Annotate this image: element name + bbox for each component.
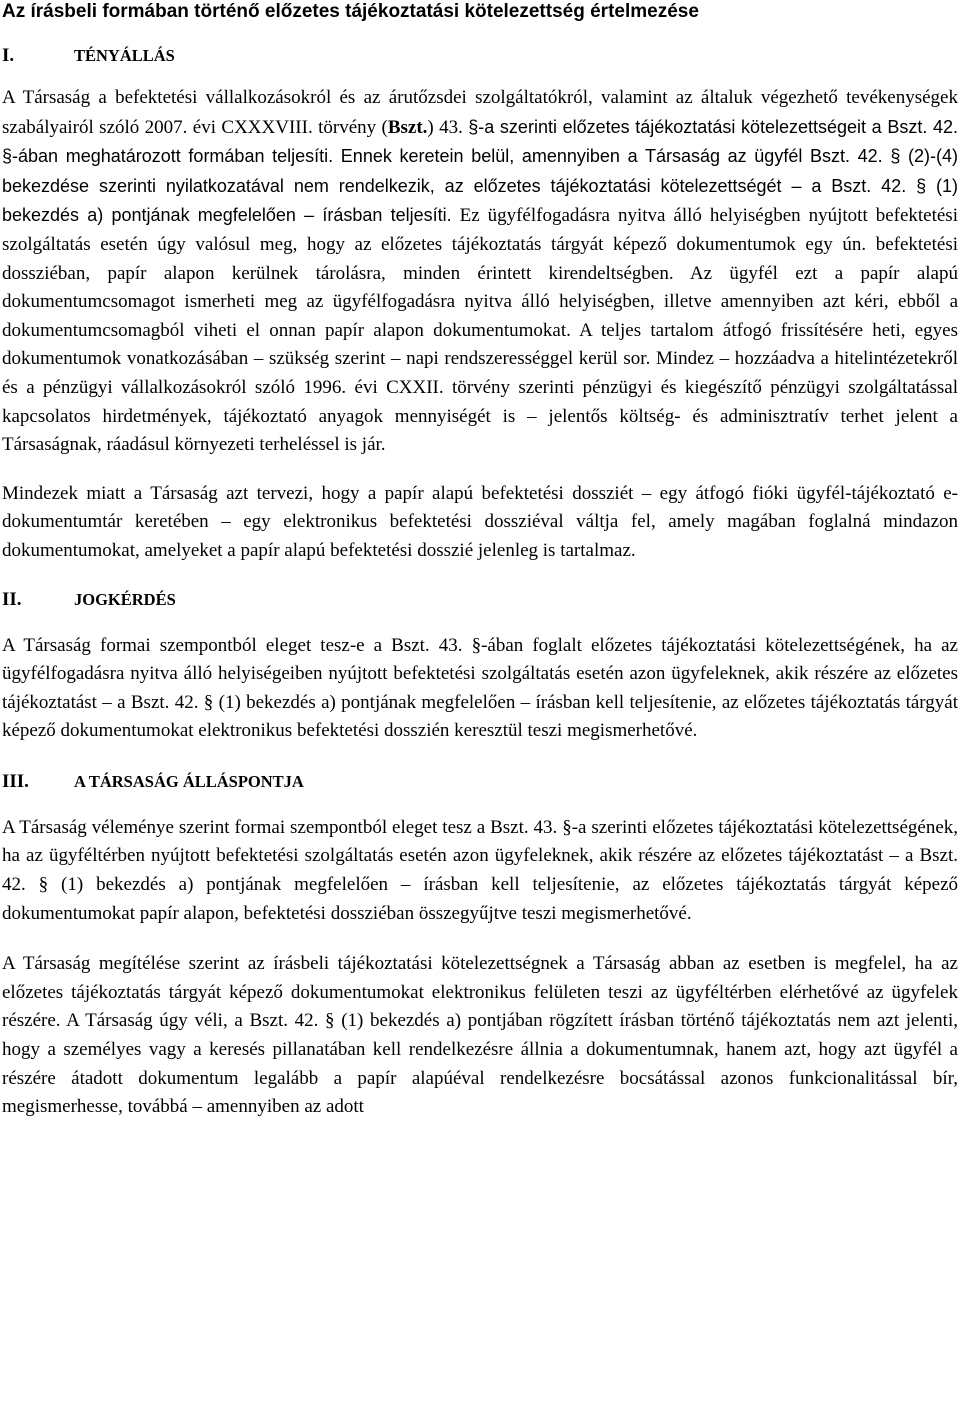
spacer <box>2 68 958 84</box>
section-heading-2 <box>2 588 958 612</box>
spacer <box>2 794 958 814</box>
spacer <box>2 612 958 632</box>
section-heading-1 <box>2 44 958 68</box>
section-heading-3 <box>2 770 958 794</box>
section-1-paragraph-2: Mindezek miatt a Társaság azt tervezi, hogy a papír alapú befektetési dossziét – egy átfogó fióki ügyfél-tájékoztató e-dokumentumtár keretében – egy elektronikus befektetési dossziéval váltja fel, amely magában foglalná mindazon dokumentumokat, amelyeket a papír alapú befektetési dosszié jelenleg is tartalmaz. <box>2 482 958 561</box>
document-title: Az írásbeli formában történő előzetes tájékoztatási kötelezettség értelmezése <box>2 1 699 22</box>
section-number: III. <box>2 770 29 792</box>
section-3-paragraph-1: A Társaság véleménye szerint formai szempontból eleget tesz a Bszt. 43. §-a szerinti előzetes tájékoztatási kötelezettségének, ha az ügyféltérben nyújtott befektetési szolgáltatás esetén azon ügyfeleknek, akik részére az előzetes tájékoztatást – a Bszt. 42. § (1) bekezdés a) pontjának megfelelően – írásban kell teljesítenie, az előzetes tájékoztatás tárgyát képező dokumentumokat papír alapon, befektetési dossziéban összegyűjtve teszi megismerhetővé. <box>2 816 958 924</box>
paragraph-text-sans: §-a szerinti előzetes tájékoztatási kötelezettségeit a Bszt. 42. §-ában meghatározott formában teljesíti. Ennek keretein belül, amennyiben a Társaság az ügyfél Bszt. 42. § (2)-(4) bekezdése szerinti nyilatkozatával nem rendelkezik, az előzetes tájékoztatási kötelezettségét – a Bszt. 42. § (1) bekezdés a) pontjának megfelelően – írásban teljesíti. <box>2 116 958 226</box>
section-number: I. <box>2 45 15 66</box>
paragraph-text: A Társaság a befektetési vállalkozásokról és az árutőzsdei szolgáltatókról, valamint az általuk végezhető tevékenységek szabályairól szóló 2007. évi CXXXVIII. törvény ( <box>2 87 958 138</box>
bszt-abbreviation: Bszt. <box>387 116 428 138</box>
paragraph-text: ) 43. <box>427 116 469 138</box>
section-title: JOGKÉRDÉS <box>74 589 176 609</box>
section-title: TÉNYÁLLÁS <box>74 46 175 65</box>
spacer <box>2 928 958 950</box>
spacer <box>2 566 958 588</box>
section-number: II. <box>2 588 22 610</box>
section-2-paragraph-1: A Társaság formai szempontból eleget tesz-e a Bszt. 43. §-ában foglalt előzetes tájékoztatási kötelezettségének, ha az ügyfélfogadásra nyitva álló helyiségeiben nyújtott befektetési szolgáltatás esetén azon ügyfeleknek, akik részére az előzetes tájékoztatást – a Bszt. 42. § (1) bekezdés a) pontjának megfelelően – írásban kell teljesítenie, az előzetes tájékoztatás tárgyát képező dokumentumokat elektronikus befektetési dosszién keresztül teszi megismerhetővé. <box>2 634 958 742</box>
section-3-paragraph-2: A Társaság megítélése szerint az írásbeli tájékoztatási kötelezettségnek a Társaság abban az esetben is megfelel, ha az előzetes tájékoztatás tárgyát képező dokumentumokat elektronikus felületen teszi az ügyféltérben elérhetővé az ügyfelek részére. A Társaság úgy véli, a Bszt. 42. § (1) bekezdés a) pontjában rögzített írásban történő tájékoztatás nem azt jelenti, hogy a személyes vagy a keresés pillanatában kell rendelkezésre állnia a dokumentumnak, hanem azt, hogy azt ügyfél a részére átadott dokumentum legalább a papír alapúéval rendelkezésre bocsátással azonos funkcionalitással bír, megismerhesse, továbbá – amennyiben az adott <box>2 953 958 1118</box>
spacer <box>2 460 958 480</box>
section-title: A TÁRSASÁG ÁLLÁSPONTJA <box>74 771 304 791</box>
spacer <box>2 746 958 770</box>
paragraph-text: Ez ügyfélfogadásra nyitva álló helyiségben nyújtott befektetési szolgáltatás esetén úgy valósul meg, hogy az előzetes tájékoztatás tárgyát képező dokumentumok egy ún. befektetési dossziéban, papír alapon kerülnek tárolásra, minden érintett kirendeltségben. Az ügyfél ezt a papír alapú dokumentumcsomagot ismerheti meg az ügyfélfogadásra nyitva álló helyiségben, illetve amennyiben azt kéri, ebből a dokumentumcsomagból viheti el onnan papír alapon dokumentumokat. A teljes tartalom átfogó frissítésére heti, egyes dokumentumok vonatkozásában – szükség szerint – napi rendszerességgel kerül sor. Mindez – hozzáadva a hitelintézetekről és a pénzügyi vállalkozásokról szóló 1996. évi CXXII. törvény szerinti pénzügyi és kiegészítő pénzügyi szolgáltatással kapcsolatos hirdetmények, tájékoztató anyagok mennyiségét is – jelentős költség- és adminisztratív terhet jelent a Társaságnak, ráadásul környezeti terheléssel is jár. <box>2 205 958 456</box>
spacer <box>2 24 958 44</box>
section-1-paragraph-1 <box>2 84 958 460</box>
